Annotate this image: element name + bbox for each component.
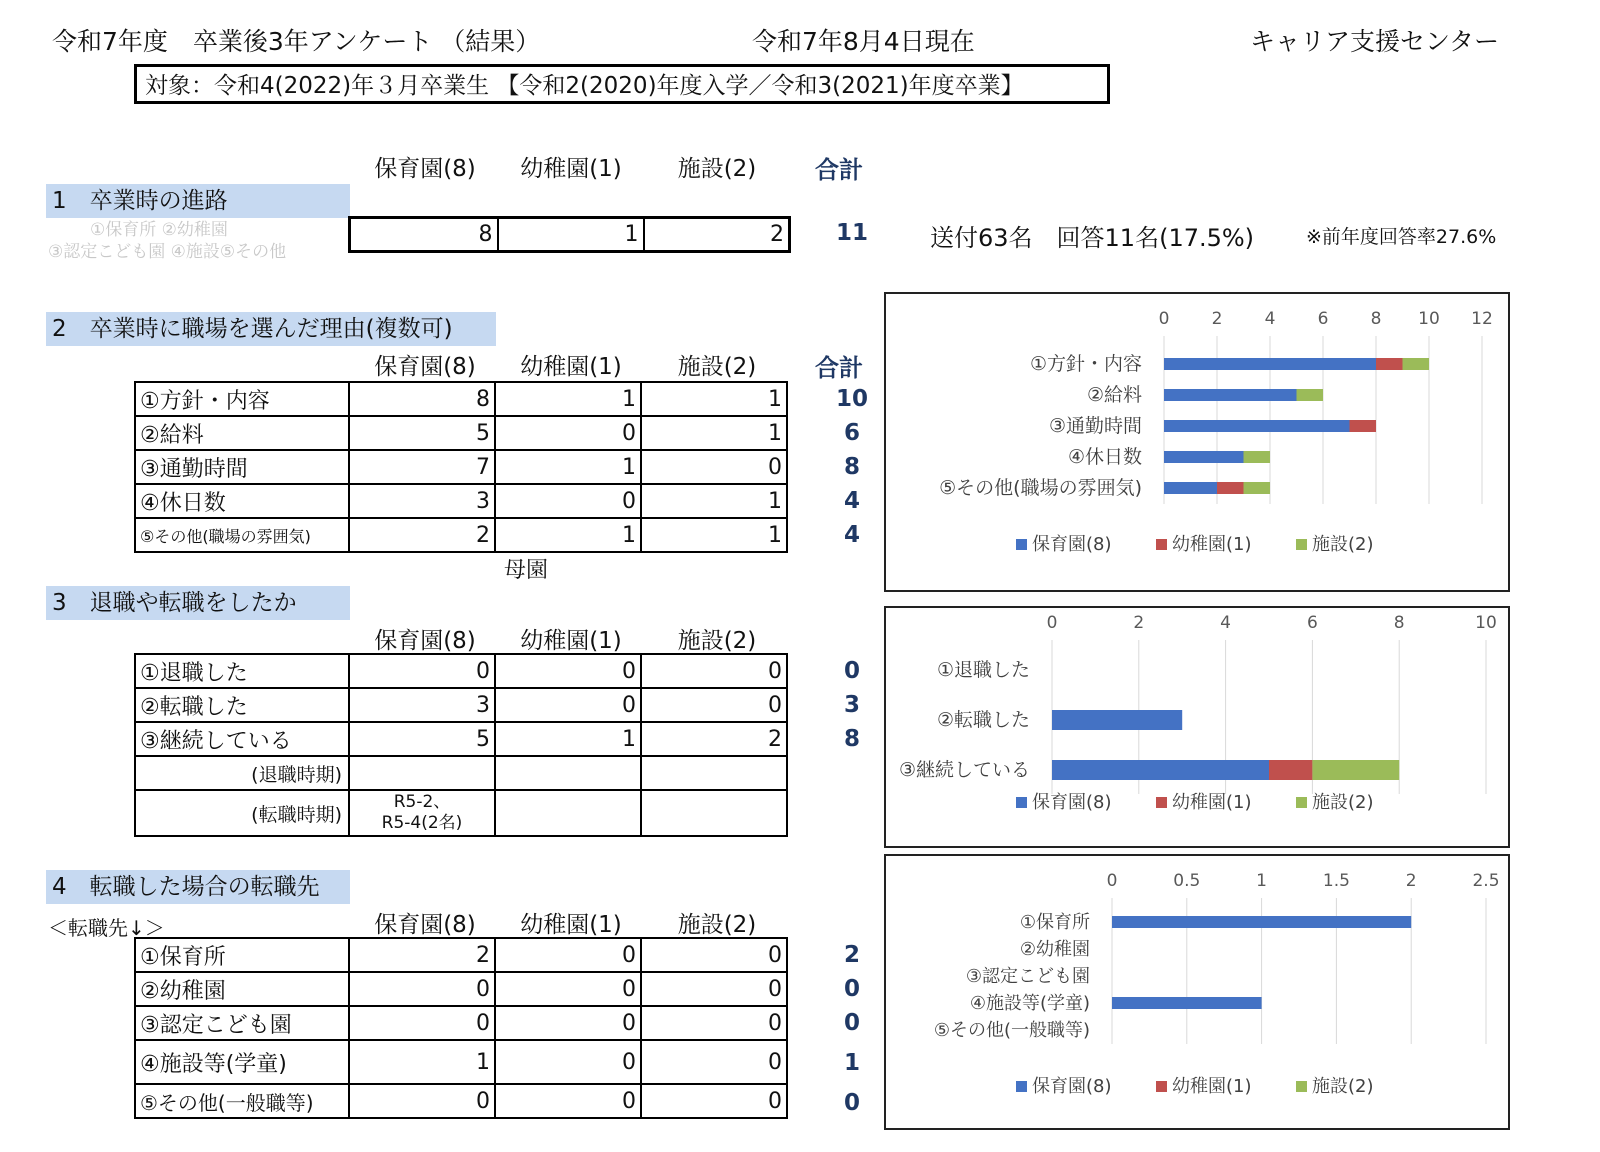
row-label: ①方針・内容 — [135, 382, 349, 416]
s4-total-row-4: 1 — [843, 1050, 860, 1076]
bar-segment — [1164, 420, 1350, 432]
cell-shisetsu: 0 — [641, 654, 787, 688]
category-label: ③継続している — [898, 759, 1030, 781]
table-row — [135, 972, 787, 1006]
table-row — [135, 484, 787, 518]
change-time-hoiku — [349, 790, 495, 836]
chart-job-change-svg — [886, 608, 1508, 846]
legend-swatch — [1156, 797, 1167, 808]
s2-total-row-2: 6 — [843, 420, 860, 446]
s3-total-row-2: 3 — [843, 692, 860, 718]
legend-label: 保育園(8) — [1032, 1076, 1112, 1097]
cell-shisetsu: 1 — [641, 518, 787, 552]
cell-hoiku: 7 — [349, 450, 495, 484]
category-label: ①退職した — [936, 659, 1030, 681]
bar-segment — [1164, 358, 1376, 370]
x-tick-label: 0 — [1106, 871, 1118, 891]
section-2-title: 2 卒業時に職場を選んだ理由(複数可) — [46, 312, 496, 346]
x-tick-label: 0.5 — [1173, 871, 1201, 891]
x-tick-label: 10 — [1475, 613, 1497, 633]
x-tick-label: 0 — [1158, 309, 1170, 329]
cell-hoiku: 1 — [349, 1040, 495, 1084]
col-header-shisetsu: 施設(2) — [677, 354, 757, 380]
cell-shisetsu: 2 — [641, 722, 787, 756]
x-tick-label: 4 — [1264, 309, 1276, 329]
s1-faint-note-2: ③認定こども園 ④施設⑤その他 — [48, 242, 287, 262]
category-label: ①方針・内容 — [1029, 353, 1142, 375]
legend-label: 保育園(8) — [1032, 792, 1112, 813]
retire-time-label: (退職時期) — [135, 756, 349, 790]
section-3-title: 3 退職や転職をしたか — [46, 586, 350, 620]
legend-label: 幼稚園(1) — [1172, 534, 1252, 555]
s1-total-header: 合計 — [815, 156, 863, 184]
x-tick-label: 8 — [1370, 309, 1382, 329]
s1-value-youchi: 1 — [498, 218, 644, 252]
x-tick-label: 2 — [1211, 309, 1223, 329]
legend-swatch — [1156, 539, 1167, 550]
category-label: ②幼稚園 — [1019, 939, 1090, 960]
response-rate-note: 送付63名 回答11名(17.5%) — [930, 224, 1255, 252]
x-tick-label: 6 — [1317, 309, 1329, 329]
row-label: ①退職した — [135, 654, 349, 688]
bar-segment — [1312, 760, 1399, 780]
legend-swatch — [1016, 1081, 1027, 1092]
cell-youchi: 0 — [495, 1006, 641, 1040]
row-label: ①保育所 — [135, 938, 349, 972]
category-label: ⑤その他(職場の雰囲気) — [939, 477, 1142, 499]
category-label: ③通勤時間 — [1048, 415, 1142, 437]
bar-segment — [1052, 710, 1182, 730]
row-label: ②幼稚園 — [135, 972, 349, 1006]
row-label: ②給料 — [135, 416, 349, 450]
cell-hoiku: 2 — [349, 518, 495, 552]
x-tick-label: 1.5 — [1322, 871, 1350, 891]
chart-reasons — [884, 292, 1510, 592]
row-label: ②転職した — [135, 688, 349, 722]
section-1-title: 1 卒業時の進路 — [46, 184, 350, 218]
category-label: ②転職した — [936, 709, 1030, 731]
s2-total-row-3: 8 — [843, 454, 860, 480]
bar-segment — [1244, 482, 1271, 494]
col-header-shisetsu: 施設(2) — [677, 628, 757, 654]
cell-youchi: 0 — [495, 1084, 641, 1118]
s4-total-row-2: 0 — [843, 976, 860, 1002]
s3-table — [134, 653, 788, 837]
s2-footnote: 母園 — [504, 558, 549, 583]
survey-target-box: 対象：令和4(2022)年３月卒業生 【令和2(2020)年度入学／令和3(2021)年度卒業】 — [134, 64, 1110, 104]
cell-shisetsu: 0 — [641, 1084, 787, 1118]
table-row — [135, 654, 787, 688]
x-tick-label: 6 — [1306, 613, 1318, 633]
table-row — [135, 688, 787, 722]
x-tick-label: 10 — [1418, 309, 1440, 329]
category-label: ④休日数 — [1067, 446, 1142, 468]
report-date: 令和7年8月4日現在 — [752, 27, 975, 56]
legend-swatch — [1296, 539, 1307, 550]
section-4-title: 4 転職した場合の転職先 — [46, 870, 350, 904]
x-tick-label: 1 — [1256, 871, 1268, 891]
legend-label: 施設(2) — [1312, 1076, 1374, 1097]
cell-hoiku: 0 — [349, 654, 495, 688]
cell-shisetsu: 0 — [641, 938, 787, 972]
bar-segment — [1164, 389, 1297, 401]
s2-table — [134, 381, 788, 553]
category-label: ③認定こども園 — [965, 966, 1090, 987]
table-row — [135, 518, 787, 552]
change-time-shisetsu — [641, 790, 787, 836]
cell-shisetsu: 0 — [641, 1006, 787, 1040]
bar-segment — [1350, 420, 1377, 432]
cell-youchi: 0 — [495, 1040, 641, 1084]
col-header-hoiku: 保育園(8) — [374, 628, 476, 654]
retire-time-youchi — [495, 756, 641, 790]
bar-segment — [1164, 482, 1217, 494]
x-tick-label: 8 — [1393, 613, 1405, 633]
row-label: ③認定こども園 — [135, 1006, 349, 1040]
col-header-hoiku: 保育園(8) — [374, 156, 476, 182]
col-header-shisetsu: 施設(2) — [677, 912, 757, 938]
chart-job-change — [884, 606, 1510, 848]
s1-value-hoiku: 8 — [350, 218, 498, 252]
cell-shisetsu: 1 — [641, 416, 787, 450]
bar-segment — [1052, 760, 1269, 780]
col-header-hoiku: 保育園(8) — [374, 912, 476, 938]
category-label: ①保育所 — [1019, 912, 1090, 933]
legend-swatch — [1296, 797, 1307, 808]
legend-swatch — [1156, 1081, 1167, 1092]
table-row — [135, 756, 787, 790]
s1-total: 11 — [835, 220, 868, 246]
change-time-youchi — [495, 790, 641, 836]
retire-time-shisetsu — [641, 756, 787, 790]
chart-reasons-svg — [886, 294, 1508, 590]
cell-youchi: 0 — [495, 938, 641, 972]
cell-hoiku: 5 — [349, 722, 495, 756]
s1-value-shisetsu: 2 — [644, 218, 790, 252]
cell-hoiku: 8 — [349, 382, 495, 416]
row-label: ⑤その他(職場の雰囲気) — [135, 518, 349, 552]
row-label: ④施設等(学童) — [135, 1040, 349, 1084]
legend-label: 保育園(8) — [1032, 534, 1112, 555]
bar-segment — [1269, 760, 1312, 780]
col-header-youchi: 幼稚園(1) — [520, 628, 622, 654]
table-row — [135, 382, 787, 416]
prev-year-note: ※前年度回答率27.6% — [1306, 226, 1497, 248]
s4-total-row-5: 0 — [843, 1090, 860, 1116]
cell-shisetsu: 0 — [641, 972, 787, 1006]
cell-hoiku: 5 — [349, 416, 495, 450]
col-header-youchi: 幼稚園(1) — [520, 354, 622, 380]
x-tick-label: 12 — [1471, 309, 1493, 329]
table-row — [135, 416, 787, 450]
cell-shisetsu: 1 — [641, 382, 787, 416]
s2-total-row-1: 10 — [835, 386, 868, 412]
x-tick-label: 0 — [1046, 613, 1058, 633]
s2-total-row-5: 4 — [843, 522, 860, 548]
cell-shisetsu: 1 — [641, 484, 787, 518]
table-row — [135, 938, 787, 972]
bar-segment — [1112, 916, 1411, 928]
cell-hoiku: 2 — [349, 938, 495, 972]
bar-segment — [1297, 389, 1324, 401]
x-tick-label: 2.5 — [1472, 871, 1500, 891]
s4-sub-label: ＜転職先↓＞ — [48, 916, 165, 940]
cell-youchi: 0 — [495, 688, 641, 722]
s3-total-row-3: 8 — [843, 726, 860, 752]
s4-total-row-1: 2 — [843, 942, 860, 968]
row-label: ⑤その他(一般職等) — [135, 1084, 349, 1118]
col-header-youchi: 幼稚園(1) — [520, 912, 622, 938]
legend-swatch — [1296, 1081, 1307, 1092]
cell-hoiku: 3 — [349, 484, 495, 518]
legend-swatch — [1016, 539, 1027, 550]
organization-name: キャリア支援センター — [1250, 27, 1500, 56]
cell-youchi: 1 — [495, 450, 641, 484]
bar-segment — [1244, 451, 1271, 463]
bar-segment — [1217, 482, 1244, 494]
col-header-hoiku: 保育園(8) — [374, 354, 476, 380]
category-label: ⑤その他(一般職等) — [933, 1020, 1090, 1041]
cell-hoiku: 0 — [349, 972, 495, 1006]
cell-shisetsu: 0 — [641, 450, 787, 484]
change-time-label: (転職時期) — [135, 790, 349, 836]
cell-youchi: 1 — [495, 518, 641, 552]
legend-label: 施設(2) — [1312, 534, 1374, 555]
cell-hoiku: 3 — [349, 688, 495, 722]
category-label: ④施設等(学童) — [969, 993, 1090, 1014]
cell-youchi: 1 — [495, 722, 641, 756]
table-row — [135, 790, 787, 836]
cell-shisetsu: 0 — [641, 688, 787, 722]
category-label: ②給料 — [1086, 384, 1142, 406]
row-label: ③継続している — [135, 722, 349, 756]
cell-youchi: 0 — [495, 484, 641, 518]
col-header-youchi: 幼稚園(1) — [520, 156, 622, 182]
col-header-shisetsu: 施設(2) — [677, 156, 757, 182]
x-tick-label: 2 — [1405, 871, 1417, 891]
legend-label: 幼稚園(1) — [1172, 792, 1252, 813]
page-title: 令和7年度 卒業後3年アンケート （結果） — [52, 27, 541, 56]
table-row — [135, 722, 787, 756]
cell-youchi: 0 — [495, 972, 641, 1006]
change-time-value-1: R5-2、 — [393, 792, 451, 812]
s2-total-row-4: 4 — [843, 488, 860, 514]
cell-shisetsu: 0 — [641, 1040, 787, 1084]
chart-new-workplace — [884, 854, 1510, 1130]
bar-segment — [1112, 997, 1262, 1009]
table-row — [135, 1040, 787, 1084]
table-row — [135, 1006, 787, 1040]
row-label: ③通勤時間 — [135, 450, 349, 484]
cell-hoiku: 0 — [349, 1006, 495, 1040]
cell-youchi: 0 — [495, 654, 641, 688]
legend-label: 施設(2) — [1312, 792, 1374, 813]
bar-segment — [1403, 358, 1430, 370]
legend-label: 幼稚園(1) — [1172, 1076, 1252, 1097]
bar-segment — [1376, 358, 1403, 370]
retire-time-hoiku — [349, 756, 495, 790]
cell-hoiku: 0 — [349, 1084, 495, 1118]
s3-total-row-1: 0 — [843, 658, 860, 684]
table-row — [135, 450, 787, 484]
cell-youchi: 1 — [495, 382, 641, 416]
s1-faint-note-1: ①保育所 ②幼稚園 — [90, 220, 228, 240]
s4-table — [134, 937, 788, 1119]
s2-total-header: 合計 — [815, 354, 863, 382]
s4-total-row-3: 0 — [843, 1010, 860, 1036]
row-label: ④休日数 — [135, 484, 349, 518]
x-tick-label: 4 — [1220, 613, 1232, 633]
s1-table — [348, 216, 791, 253]
chart-new-workplace-svg — [886, 856, 1508, 1128]
table-row — [135, 1084, 787, 1118]
cell-youchi: 0 — [495, 416, 641, 450]
bar-segment — [1164, 451, 1244, 463]
legend-swatch — [1016, 797, 1027, 808]
change-time-value-2: R5-4(2名) — [381, 813, 463, 833]
x-tick-label: 2 — [1133, 613, 1145, 633]
